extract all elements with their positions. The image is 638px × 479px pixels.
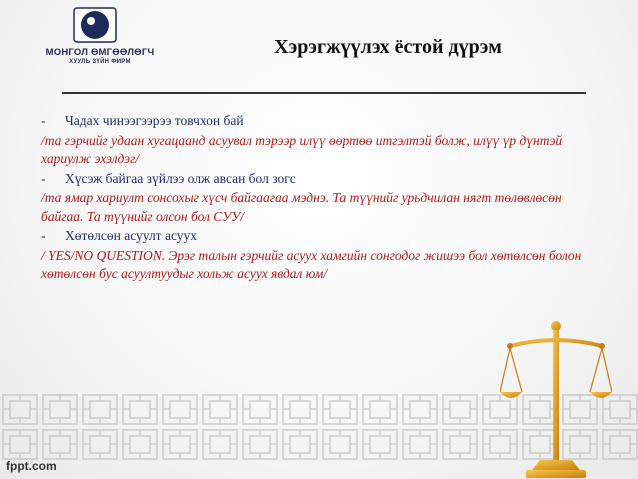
note-text: . Эрэг талын гэрчийг асуух хамгийн сонгодог жишээ бол хөтөлсөн болон хөтөлсөн бус асуултуудыг хольж асуух явдал юм/: [41, 247, 582, 281]
bullet-text: Хөтөлсөн асуулт асуух: [65, 228, 198, 243]
logo-name: МОНГОЛ ӨМГӨӨЛӨГЧ: [45, 47, 155, 58]
footer-brand: fppt.com: [6, 459, 57, 473]
slide-title: Хэрэгжүүлэх ёстой дүрэм: [274, 36, 502, 58]
bullet-marker: -: [41, 170, 46, 186]
bullet-item: [41, 112, 601, 131]
bullet-marker: -: [41, 113, 46, 128]
note-text: /та гэрчийг удаан хугацаанд асуувал тэрээр илүү өөртөө итгэлтэй болж, илүү үр дүнтэй хариулж эхэлдэг/: [41, 132, 563, 166]
note-item: [41, 247, 601, 284]
note-text: /та ямар хариулт сонсохыг хүсч байгаагаа мэднэ. Та түүнийг урьдчилан нягт төлөвлөсөн байгаа. Та түүнийг олсон бол СУУ/: [41, 190, 562, 224]
slide-content: [41, 112, 601, 285]
bullet-item: [41, 170, 601, 189]
company-logo: [30, 6, 170, 66]
title-divider: [62, 92, 586, 94]
bullet-item: [41, 227, 601, 246]
bullet-text: Чадах чинээгээрээ товчхон бай: [65, 113, 244, 128]
bullet-marker: -: [41, 228, 46, 243]
note-lead: / YES/NO QUESTION: [41, 247, 162, 263]
logo-emblem-icon: [70, 6, 120, 46]
bullet-text: Хүсэж байгаа зүйлээ олж авсан бол зогс: [65, 170, 296, 186]
scale-of-justice-icon: [500, 318, 612, 479]
logo-subtitle: ХУУЛЬ ЗҮЙН ФИРМ: [69, 59, 131, 65]
